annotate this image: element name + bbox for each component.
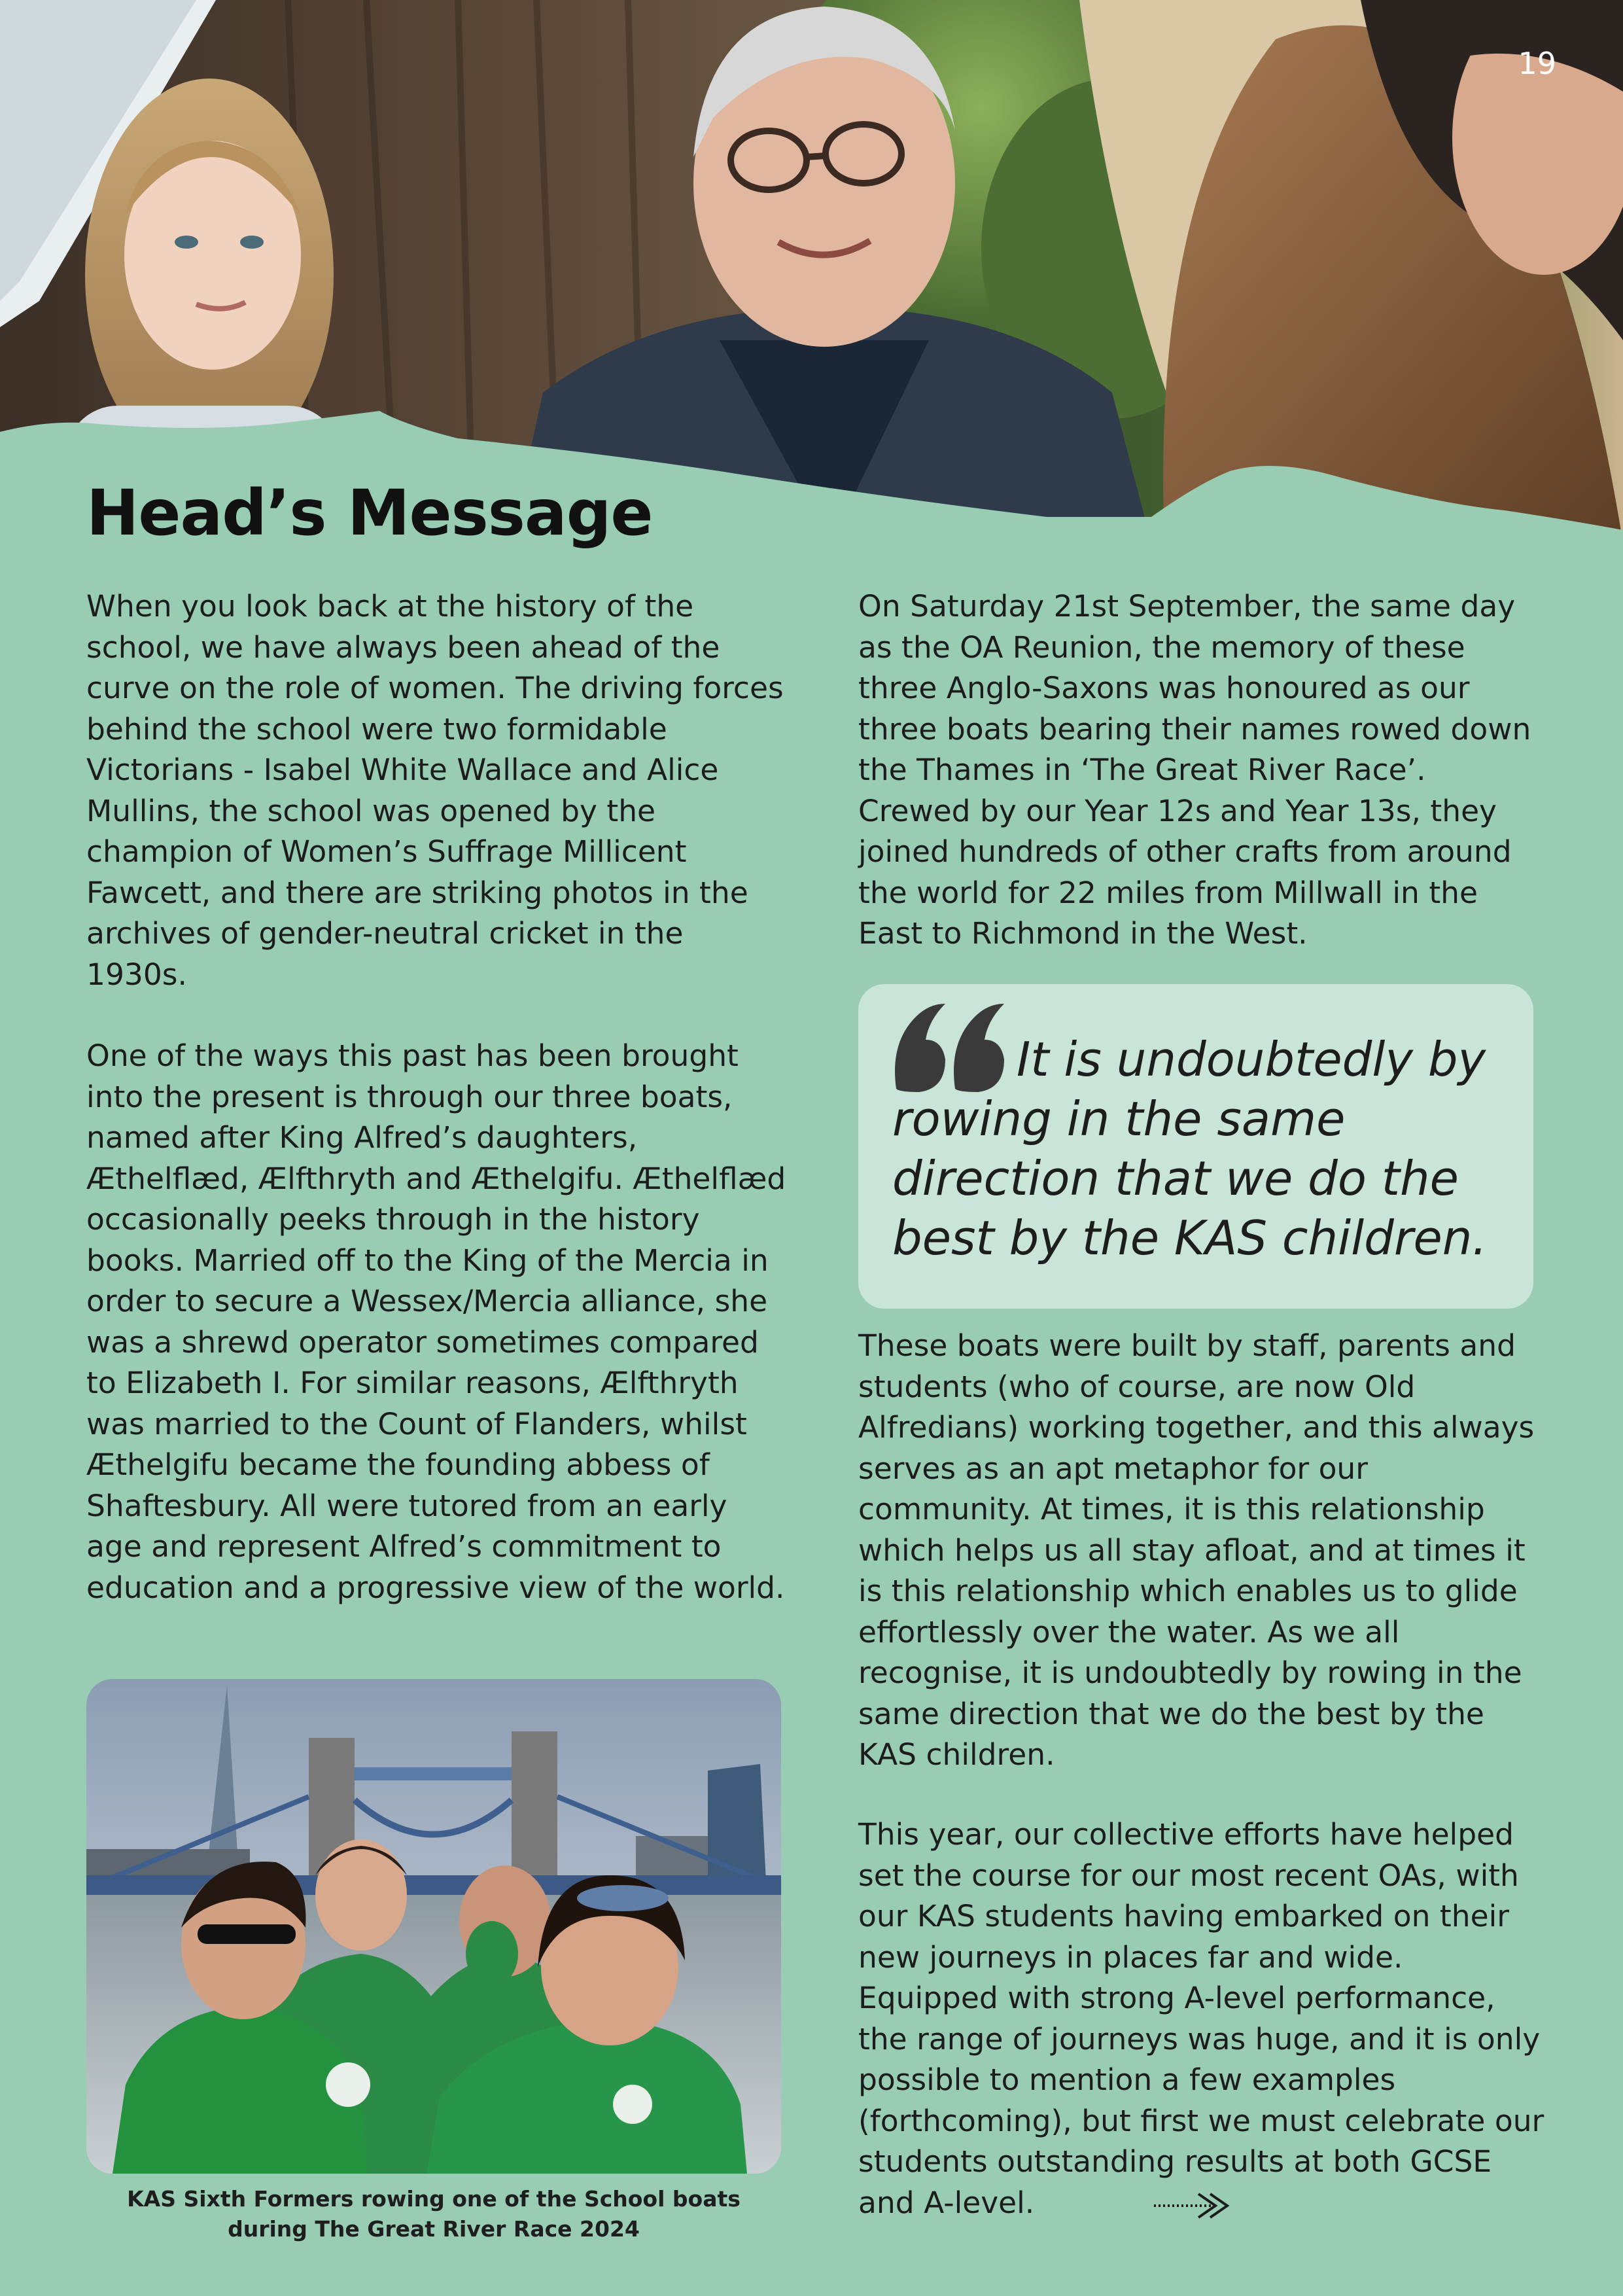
paragraph-results: This year, our collective efforts have helped set the course for our most recent OAs, with our KAS students having embarked on their new journeys in places far and wide. Equipped with strong A-level performance, the range of journeys was huge, and it is only possible to mention a few examples (forthcoming), but first we must celebrate our students outstanding results at both GCSE and A-level. bbox=[858, 1817, 1544, 2220]
pull-quote bbox=[858, 984, 1533, 1309]
page-title: Head’s Message bbox=[86, 476, 653, 550]
page-number: 19 bbox=[1518, 46, 1556, 81]
rowing-photo bbox=[86, 1679, 781, 2174]
paragraph-history: When you look back at the history of the school, we have always been ahead of the curve on the role of women. The driving forces behind the school were two formidable Victorians - Isabel White Wallace and Alice Mullins, the school was opened by the champion of Women’s Suffrage Millicent Fawcett, and there are striking photos in the archives of gender-neutral cricket in the 1930s. bbox=[86, 589, 784, 992]
dotted-arrow-right-icon bbox=[1153, 2191, 1234, 2223]
hero-photo bbox=[0, 0, 1623, 543]
caption-line-2: during The Great River Race 2024 bbox=[228, 2216, 640, 2242]
caption-line-1: KAS Sixth Formers rowing one of the School boats bbox=[127, 2186, 741, 2212]
paragraph-boats: One of the ways this past has been brought into the present is through our three boats, named after King Alfred’s daughters, Æthelflæd, Ælfthryth and Æthelgifu. Æthelflæd occasionally peeks through in the history books. Married off to the King of the Mercia in order to secure a Wessex/Mercia alliance, she was a shrewd operator sometimes compared to Elizabeth I. For similar reasons, Ælfthryth was married to the Count of Flanders, whilst Æthelgifu became the founding abbess of Shaftesbury. All were tutored from an early age and represent Alfred’s commitment to education and a progressive view of the world. bbox=[86, 1038, 786, 1605]
pull-quote-text: It is undoubtedly by rowing in the same direction that we do the best by the KAS children. bbox=[892, 1032, 1488, 1265]
paragraph-boat-builders: These boats were built by staff, parents and students (who of course, are now Old Alfredians) working together, and this always serves as an apt metaphor for our community. At times, it is this relationship which helps us all stay afloat, and at times it is this relationship which enables us to glide effortlessly over the water. As we all recognise, it is undoubtedly by rowing in the same direction that we do the best by the KAS children. bbox=[858, 1328, 1535, 1772]
paragraph-great-river-race: On Saturday 21st September, the same day as the OA Reunion, the memory of these three Anglo-Saxons was honoured as our three boats bearing their names rowed down the Thames in ‘The Great River Race’. Crewed by our Year 12s and Year 13s, they joined hundreds of other crafts from around the world for 22 miles from Millwall in the East to Richmond in the West. bbox=[858, 589, 1531, 951]
photo-caption bbox=[86, 2184, 781, 2244]
